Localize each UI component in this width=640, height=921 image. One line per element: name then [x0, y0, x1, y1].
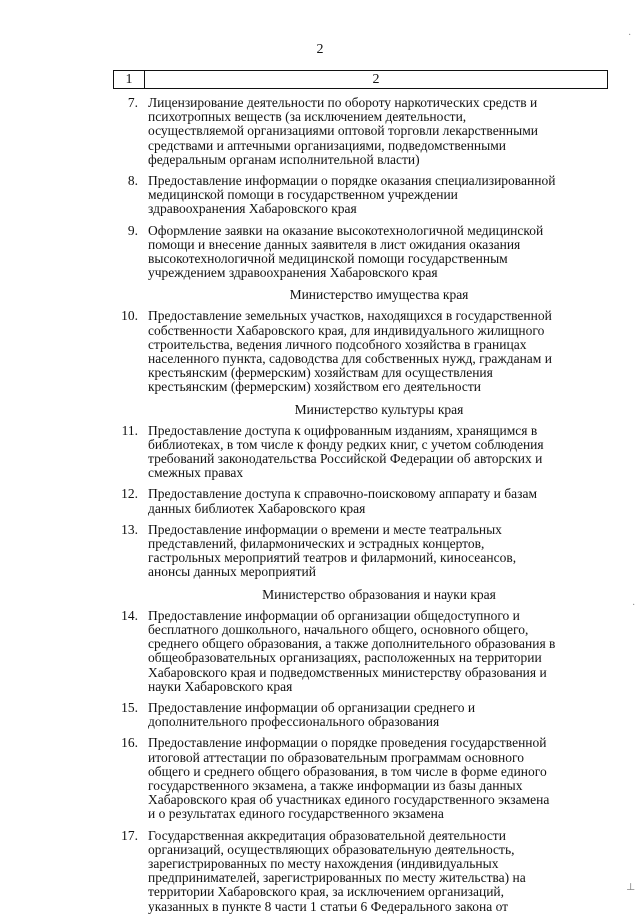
list-item — [110, 96, 610, 167]
item-number: 13. — [121, 521, 138, 537]
item-text: Предоставление доступа к справочно-поисковому аппарату и базам данных библиотек Хабаровского края — [148, 486, 537, 516]
table-header-col-2: 2 — [372, 72, 380, 87]
list-item — [110, 701, 610, 729]
list-item — [110, 174, 610, 217]
list-item — [110, 609, 610, 694]
item-number: 7. — [127, 95, 138, 110]
item-number: 8. — [127, 173, 138, 189]
item-text: Предоставление информации о порядке оказания специализированной медицинской помощи в государственном учреждении здравоохранения Хабаровского края — [148, 173, 556, 217]
item-text: Предоставление информации об организации общедоступного и бесплатного дошкольного, начального общего, основного общего, среднего общего образования, а также дополнительного образования в общеобразовательных организациях, расположенных на территории Хабаровского края и подведомственных министерству образования и науки Хабаровского края — [148, 607, 556, 694]
list-item — [110, 487, 610, 515]
item-number: 10. — [121, 308, 138, 324]
page-number: 2 — [316, 42, 324, 57]
item-number: 15. — [121, 699, 138, 715]
list-item — [110, 224, 610, 281]
item-text: Предоставление информации об организации среднего и дополнительного профессионального образования — [148, 699, 476, 730]
item-number: 17. — [121, 827, 138, 843]
section-heading-culture: Министерство культуры края — [294, 401, 464, 417]
item-number: 9. — [127, 222, 138, 238]
section-heading-property: Министерство имущества края — [289, 287, 469, 303]
list-item — [110, 736, 610, 821]
services-list — [110, 96, 610, 921]
list-item — [110, 424, 610, 481]
item-text: Оформление заявки на оказание высокотехнологичной медицинской помощи и внесение данных заявителя в лист ожидания оказания высокотехнологичной медицинской помощи государственным учреждением здравоохранения Хабаровского края — [148, 222, 544, 281]
scan-margin-mark: · — [628, 30, 632, 41]
item-text: Предоставление информации о времени и месте театральных представлений, филармонических и эстрадных концертов, гастрольных мероприятий театров и филармоний, киносеансов, анонсы данных мероприятий — [148, 521, 517, 580]
item-number: 12. — [121, 486, 138, 502]
item-text: Предоставление земельных участков, находящихся в государственной собственности Хабаровского края, для индивидуального жилищного строительства, ведения личного подсобного хозяйства в границах населенного пункта, садоводства для собственных нужд, гражданам и крестьянским (фермерским) хозяйствам для осуществления крестьянским (фермерским) хозяйством его деятельности — [148, 308, 552, 395]
item-number: 11. — [121, 422, 138, 438]
section-heading-education: Министерство образования и науки края — [262, 586, 496, 602]
item-text: Предоставление доступа к оцифрованным изданиям, хранящимся в библиотеках, в том числе к фонду редких книг, с учетом соблюдения требований законодательства Российской Федерации об авторских и смежных правах — [148, 422, 544, 481]
item-number: 16. — [121, 735, 138, 751]
item-text: Предоставление информации о порядке проведения государственной итоговой аттестации по образовательным программам основного общего и среднего общего образования, в том числе в форме единого государственного экзамена, а также информации из базы данных Хабаровского края об участниках единого государственного экзамена и о результатах единого государственного экзамена — [148, 735, 550, 822]
table-header-col-1: 1 — [114, 71, 145, 88]
table-header-row — [113, 70, 608, 89]
list-item — [110, 309, 610, 394]
item-text: Государственная аккредитация образовательной деятельности организаций, осуществляющих образовательную деятельность, зарегистрированных по месту нахождения (индивидуальных предпринимателей, зарегистрированных по месту жительства) на территории Хабаровского края, за исключением организаций, указанных в пункте 8 части 1 статьи 6 Федерального закона от — [148, 827, 526, 914]
item-text: Лицензирование деятельности по обороту наркотических средств и психотропных веществ (за исключением деятельности, осуществляемой организациями оптовой торговли лекарственными средствами и аптечными организациями, подведомственными федеральным органам исполнительной власти) — [148, 95, 538, 167]
item-number: 14. — [121, 607, 138, 623]
scan-margin-mark: · — [632, 600, 636, 611]
list-item — [110, 829, 610, 914]
list-item — [110, 523, 610, 580]
scan-margin-mark: ⊥ — [626, 882, 636, 893]
